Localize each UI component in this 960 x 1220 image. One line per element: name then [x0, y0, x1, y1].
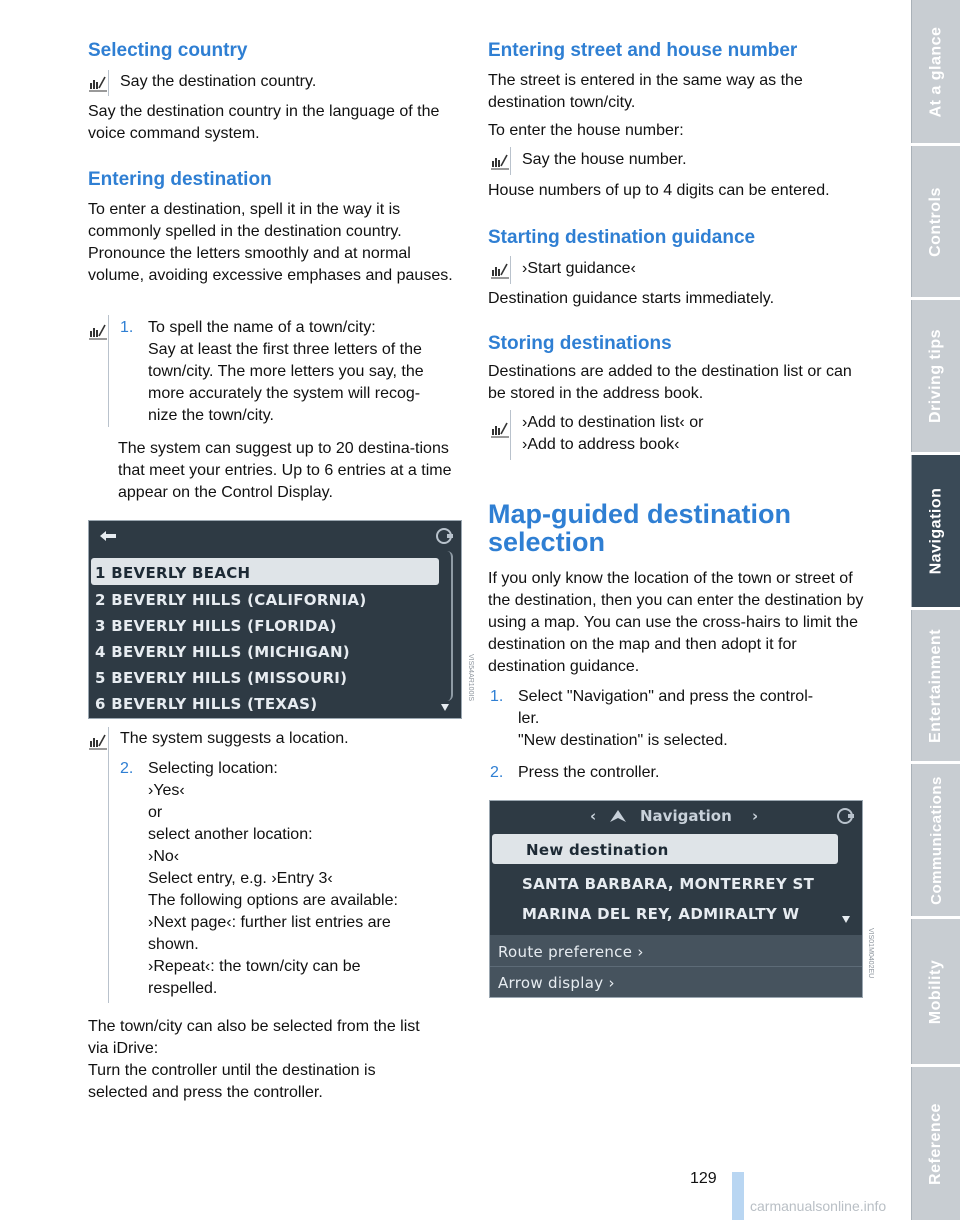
step-line: more accurately the system will recog- — [148, 385, 421, 402]
header-title: Navigation — [640, 807, 732, 825]
section-title-selecting-country: Selecting country — [88, 40, 248, 61]
scroll-down-arrow-icon — [840, 913, 852, 925]
step-number: 2. — [490, 764, 504, 781]
step-number: 1. — [490, 688, 504, 705]
step-line: Selecting location: — [148, 760, 278, 777]
step-1 — [490, 686, 860, 752]
menu-item-new-destination[interactable]: New destination — [526, 841, 669, 859]
paragraph: If you only know the location of the town or street of the destination, then you can enter the destination by using a map. You can use the cross-hairs to limit the destination on the map and then adopt it for destination guidance. — [488, 570, 864, 675]
step-line: ler. — [518, 710, 540, 727]
tab-reference[interactable] — [911, 1067, 960, 1220]
step-line: respelled. — [148, 980, 218, 997]
tab-label: Entertainment — [927, 628, 945, 743]
section-title-storing-destinations: Storing destinations — [488, 333, 672, 354]
text-line: ›Add to destination list‹ or — [522, 414, 704, 431]
header-right-arrow: › — [752, 807, 759, 825]
destination-list-item[interactable]: 2 BEVERLY HILLS (CALIFORNIA) — [95, 591, 367, 609]
menu-item-label: Route preference — [498, 943, 633, 961]
step-1 — [120, 317, 465, 427]
tab-label: Navigation — [927, 487, 945, 575]
destination-list-item[interactable]: 1 BEVERLY BEACH — [95, 564, 251, 582]
voice-block — [510, 410, 511, 460]
tab-communications[interactable] — [911, 764, 960, 916]
image-code: VIS01M0402EU — [867, 928, 874, 979]
tab-label: At a glance — [927, 26, 945, 117]
step-number: 1. — [120, 319, 134, 336]
voice-block — [108, 727, 109, 1003]
step-line: ›Yes‹ — [148, 782, 185, 799]
step-line: nize the town/city. — [148, 407, 274, 424]
closing-paragraph — [88, 1016, 460, 1104]
scrollbar[interactable] — [443, 551, 453, 701]
recent-destination-item[interactable]: MARINA DEL REY, ADMIRALTY W — [522, 905, 800, 923]
voice-command-text: Say the house number. — [522, 151, 687, 168]
menu-item-route-preference[interactable]: Route preference › — [498, 943, 644, 961]
header-left-arrow: ‹ — [590, 807, 597, 825]
tab-label: Communications — [927, 775, 945, 905]
paragraph: Destinations are added to the destination list or can be stored in the address book. — [488, 363, 852, 402]
step-note: The system can suggest up to 20 destina-tions that meet your entries. Up to 6 entries at a time appear on the Control Display. — [118, 440, 452, 501]
voice-command-icon — [88, 732, 108, 750]
paragraph: House numbers of up to 4 digits can be entered. — [488, 182, 830, 199]
text-line: The town/city can also be selected from the list — [88, 1018, 420, 1035]
tab-controls[interactable] — [911, 146, 960, 297]
tab-navigation[interactable] — [911, 455, 960, 607]
title-line: Map-guided destination — [488, 499, 791, 529]
destination-list-item[interactable]: 6 BEVERLY HILLS (TEXAS) — [95, 695, 318, 713]
voice-command-text: ›Start guidance‹ — [522, 260, 636, 277]
tab-mobility[interactable] — [911, 919, 960, 1064]
paragraph: To enter the house number: — [488, 122, 684, 139]
text-line: via iDrive: — [88, 1040, 159, 1057]
navigation-icon — [608, 807, 628, 825]
page-number-marker — [732, 1172, 744, 1220]
step-line: ›No‹ — [148, 848, 180, 865]
step-number: 2. — [120, 760, 134, 777]
voice-block — [108, 70, 109, 96]
voice-command-icon — [490, 152, 510, 170]
destination-list-item[interactable]: 3 BEVERLY HILLS (FLORIDA) — [95, 617, 337, 635]
destination-list-item[interactable]: 4 BEVERLY HILLS (MICHIGAN) — [95, 643, 350, 661]
back-arrow-icon — [97, 527, 119, 545]
tab-label: Driving tips — [927, 328, 945, 424]
step-line: or — [148, 804, 163, 821]
destination-list-item[interactable]: 5 BEVERLY HILLS (MISSOURI) — [95, 669, 348, 687]
image-code: VIS54AR100IS — [467, 654, 474, 702]
text-line: ›Add to address book‹ — [522, 436, 680, 453]
paragraph: Destination guidance starts immediately. — [488, 290, 775, 307]
step-line: "New destination" is selected. — [518, 732, 728, 749]
watermark: carmanualsonline.info — [750, 1198, 887, 1214]
menu-icon — [834, 805, 856, 827]
tab-at-a-glance[interactable] — [911, 0, 960, 143]
menu-item-label: Arrow display — [498, 974, 604, 992]
menu-item-arrow-display[interactable]: Arrow display › — [498, 974, 615, 992]
step-line: select another location: — [148, 826, 313, 843]
step-2 — [120, 758, 465, 1000]
step-line: Press the controller. — [518, 764, 660, 781]
step-line: Say at least the first three letters of the — [148, 341, 422, 358]
section-title-entering-street: Entering street and house number — [488, 40, 798, 61]
chapter-title — [488, 500, 791, 556]
step-line: shown. — [148, 936, 199, 953]
text-line: Turn the controller until the destination is — [88, 1062, 376, 1079]
control-display-destination-list — [88, 520, 462, 719]
step-2 — [490, 762, 659, 784]
control-display-navigation-menu — [489, 800, 863, 998]
step-line: Select "Navigation" and press the control- — [518, 688, 814, 705]
tab-entertainment[interactable] — [911, 610, 960, 761]
step-line: town/city. The more letters you say, the — [148, 363, 424, 380]
page-number: 129 — [690, 1170, 717, 1187]
text-line: selected and press the controller. — [88, 1084, 323, 1101]
voice-block — [108, 315, 109, 427]
menu-icon — [433, 525, 455, 547]
section-title-entering-destination: Entering destination — [88, 169, 272, 190]
voice-command-text: Say the destination country. — [120, 73, 317, 90]
voice-block — [510, 147, 511, 175]
voice-block — [510, 256, 511, 284]
step-line: ›Repeat‹: the town/city can be — [148, 958, 361, 975]
tab-driving-tips[interactable] — [911, 300, 960, 452]
tab-label: Reference — [927, 1102, 944, 1185]
voice-command-icon — [490, 261, 510, 279]
voice-command-icon — [490, 420, 510, 438]
paragraph: The street is entered in the same way as the destination town/city. — [488, 72, 803, 111]
step-line: To spell the name of a town/city: — [148, 319, 376, 336]
paragraph: To enter a destination, spell it in the way it is commonly spelled in the destination country. Pronounce the letters smoothly and at normal volume, avoiding excessive emphases and pauses. — [88, 201, 453, 284]
scroll-down-arrow-icon — [439, 701, 451, 713]
title-line: selection — [488, 527, 606, 557]
voice-command-text: The system suggests a location. — [120, 730, 349, 747]
voice-command-icon — [88, 74, 108, 92]
section-title-starting-guidance: Starting destination guidance — [488, 227, 756, 248]
divider — [490, 966, 862, 967]
step-line: ›Next page‹: further list entries are — [148, 914, 391, 931]
voice-command-text — [522, 412, 703, 456]
step-line: The following options are available: — [148, 892, 398, 909]
step-line: Select entry, e.g. ›Entry 3‹ — [148, 870, 333, 887]
tab-label: Controls — [927, 186, 944, 257]
voice-command-icon — [88, 322, 108, 340]
recent-destination-item[interactable]: SANTA BARBARA, MONTERREY ST — [522, 875, 815, 893]
paragraph: Say the destination country in the language of the voice command system. — [88, 103, 440, 142]
tab-label: Mobility — [927, 959, 944, 1024]
